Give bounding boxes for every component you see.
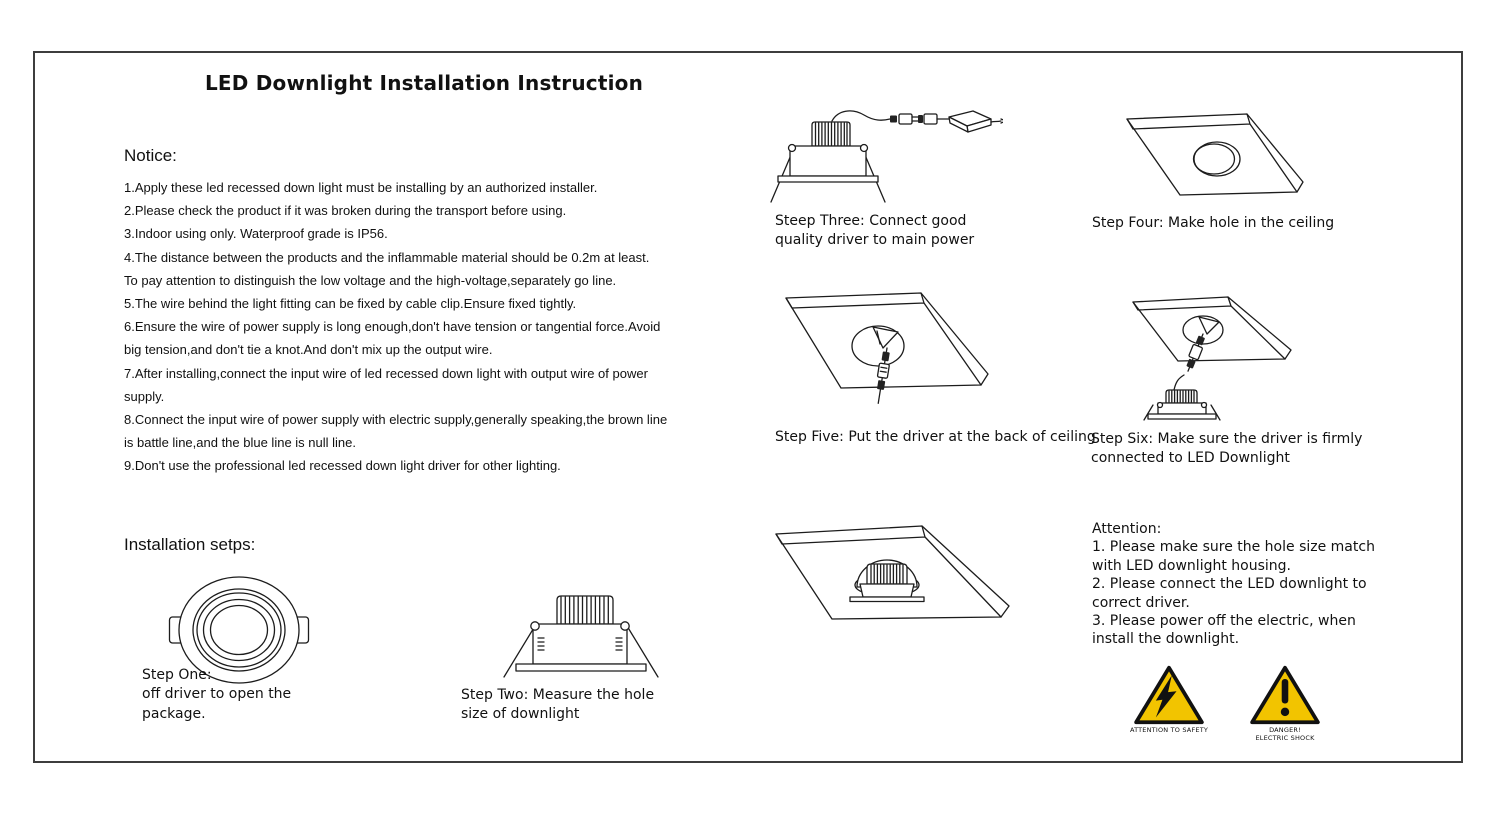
shock-warning-label-1: DANGER! — [1269, 726, 1301, 734]
page-title: LED Downlight Installation Instruction — [204, 71, 644, 95]
notice-line: 4.The distance between the products and the inflammable material should be 0.2m at least. — [124, 249, 650, 265]
attention-line: correct driver. — [1092, 594, 1190, 611]
notice-heading: Notice: — [124, 146, 177, 165]
caption-line: Steep Three: Connect good — [775, 213, 967, 229]
step-four-caption — [1092, 214, 1334, 233]
step-one-caption — [142, 666, 291, 724]
attention-line: with LED downlight housing. — [1092, 557, 1291, 574]
step-six-caption — [1091, 430, 1362, 469]
safety-warning-sign — [1126, 664, 1212, 734]
step-five-caption — [775, 428, 1096, 447]
caption-line: size of downlight — [461, 706, 580, 723]
notice-line: 7.After installing,connect the input wire of led recessed down light with output wire of power — [124, 365, 648, 381]
attention-block — [1092, 520, 1375, 649]
step-three-caption — [775, 212, 974, 251]
electric-shock-warning-icon — [1249, 664, 1321, 726]
step-four-illustration — [1097, 102, 1309, 218]
attention-line: 3. Please power off the electric, when — [1092, 613, 1356, 630]
notice-line: supply. — [124, 388, 165, 404]
notice-line: 3.Indoor using only. Waterproof grade is IP56. — [124, 226, 388, 242]
notice-line: big tension,and don't tie a knot.And don't mix up the output wire. — [124, 342, 493, 358]
notice-line: 9.Don't use the professional led recessed down light driver for other lighting. — [124, 458, 561, 474]
step-two-caption — [461, 686, 654, 725]
caption-line: Step Five: Put the driver at the back of ceiling — [775, 429, 1096, 445]
shock-warning-label-2: ELECTRIC SHOCK — [1255, 734, 1315, 742]
caption-line: connected to LED Downlight — [1091, 450, 1290, 467]
step-two-illustration — [496, 592, 664, 680]
notice-list — [124, 176, 667, 478]
notice-line: 5.The wire behind the light fitting can be fixed by cable clip.Ensure fixed tightly. — [124, 296, 577, 312]
installation-heading: Installation setps: — [124, 535, 256, 554]
caption-line: Step One: — [142, 667, 212, 683]
caption-line: off driver to open the — [142, 686, 292, 703]
caption-line: quality driver to main power — [775, 232, 975, 249]
notice-line: 2.Please check the product if it was broken during the transport before using. — [124, 203, 567, 219]
notice-line: 1.Apply these led recessed down light must be installing by an authorized installer. — [124, 180, 598, 195]
shock-warning-sign — [1242, 664, 1328, 742]
attention-line: 2. Please connect the LED downlight to — [1092, 576, 1367, 593]
notice-line: 6.Ensure the wire of power supply is long enough,don't have tension or tangential force.Avoid — [124, 319, 661, 335]
notice-line: 8.Connect the input wire of power supply with electric supply,generally speaking,the brown line — [124, 412, 668, 428]
high-voltage-warning-icon — [1133, 664, 1205, 726]
caption-line: package. — [142, 705, 206, 722]
attention-line: 1. Please make sure the hole size match — [1092, 539, 1375, 556]
attention-heading: Attention: — [1092, 521, 1162, 537]
caption-line: Step Six: Make sure the driver is firmly — [1091, 431, 1363, 447]
step-six-illustration — [1108, 286, 1308, 436]
step-seven-illustration — [762, 518, 1017, 653]
caption-line: Step Four: Make hole in the ceiling — [1092, 215, 1335, 231]
notice-line: is battle line,and the blue line is null line. — [124, 435, 356, 451]
caption-line: Step Two: Measure the hole — [461, 687, 655, 703]
step-three-illustration — [768, 108, 1003, 218]
safety-warning-label: ATTENTION TO SAFETY — [1129, 726, 1209, 734]
attention-line: install the downlight. — [1092, 631, 1240, 648]
notice-line: To pay attention to distinguish the low voltage and the high-voltage,separately go line. — [124, 272, 617, 288]
step-five-illustration — [766, 286, 1001, 426]
